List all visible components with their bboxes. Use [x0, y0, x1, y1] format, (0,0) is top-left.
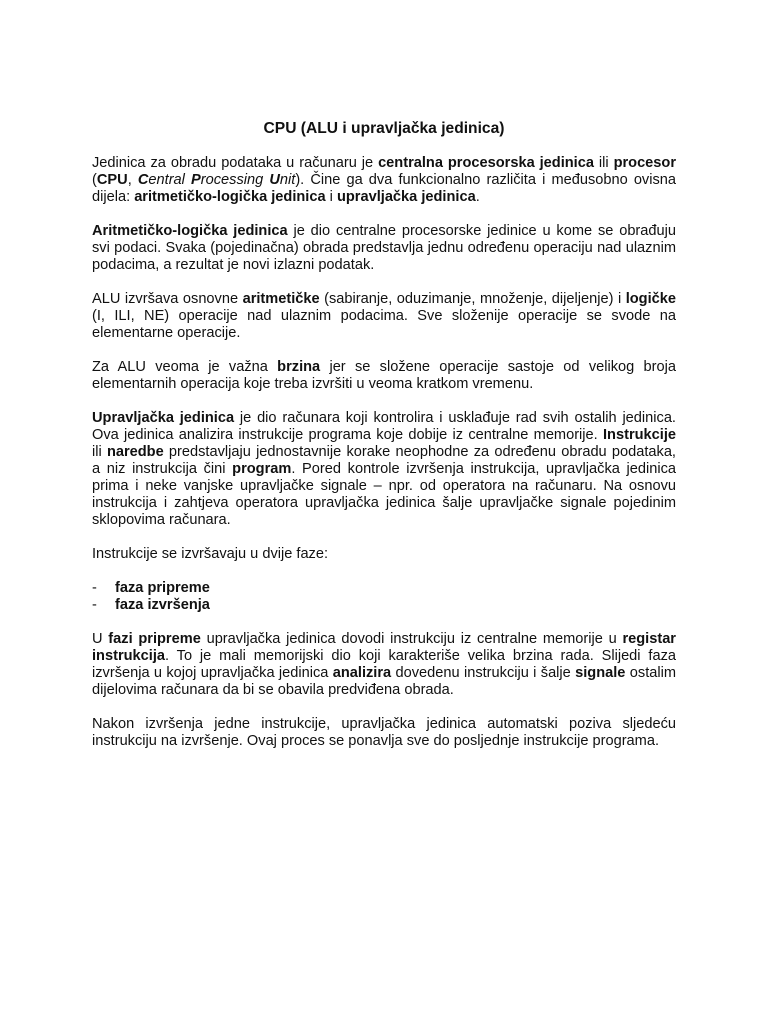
document-title: CPU (ALU i upravljačka jedinica)	[263, 120, 505, 137]
text-run: Za ALU veoma je važna	[92, 359, 278, 375]
paragraph-phase-details	[92, 631, 676, 699]
text-run: je dio centralne procesorske jedinice u kome se obrađuju svi podaci. Svaka (pojedinačna) obrada predstavlja jednu određenu operaciju nad ulaznim podacima, a rezultat je novi izlazni podatak.	[92, 223, 676, 273]
paragraph-alu-operations	[92, 291, 676, 342]
paragraph-instruction-cycle	[92, 716, 676, 750]
italic-text: nit	[279, 172, 296, 188]
bold-italic-letter: U	[269, 172, 280, 188]
text-run: jer se složene operacije sastoje od velikog broja elementarnih operacija koje treba izvršiti u veoma kratkom vremenu.	[92, 359, 676, 392]
bold-term: signale	[575, 665, 626, 681]
bold-term: naredbe	[106, 444, 164, 460]
bold-term: logičke	[625, 291, 676, 307]
list-item	[92, 597, 676, 614]
paragraph-phases-intro	[92, 546, 676, 563]
text-run: Instrukcije se izvršavaju u dvije faze:	[92, 546, 329, 562]
bold-term: brzina	[277, 359, 321, 375]
text-run: upravljačka jedinica dovodi instrukciju iz centralne memorije u	[200, 631, 623, 647]
paragraph-control-unit	[92, 410, 676, 529]
paragraph-cpu-intro	[92, 155, 676, 206]
bold-term: analizira	[332, 665, 392, 681]
text-run: ostalim dijelovima računara da bi se obavila predviđena obrada.	[92, 665, 677, 698]
bold-italic-letter: P	[191, 172, 201, 188]
text-run: . Pored kontrole izvršenja instrukcija, upravljačka jedinica prima i neke vanjske upravljačke signale – npr. od operatora na računaru. Na osnovu instrukcija i zahtjeva operatora upravljačka jedinica šalje upravljačke signale pojedinim sklopovima računara.	[92, 461, 676, 528]
list-item-text: faza pripreme	[115, 580, 210, 596]
bold-term: procesor	[613, 155, 677, 171]
bold-term: program	[232, 461, 292, 477]
text-run: ). Čine ga dva funkcionalno različita i međusobno ovisna dijela:	[92, 172, 677, 205]
text-run: Nakon izvršenja jedne instrukcije, upravljačka jedinica automatski poziva sljedeću instrukciju na izvršenje. Ovaj proces se ponavlja sve do posljednje instrukcije programa.	[92, 716, 676, 749]
text-run: i	[325, 189, 337, 205]
text-run: ili	[593, 155, 614, 171]
text-run: dovedenu instrukciju i šalje	[391, 665, 576, 681]
text-run: ,	[127, 172, 138, 188]
text-run: (sabiranje, oduzimanje, množenje, dijeljenje) i	[319, 291, 626, 307]
text-run: . To je mali memorijski dio koji karakteriše velika brzina rada. Slijedi faza izvršenja u kojoj upravljačka jedinica	[92, 648, 676, 681]
text-run: predstavljaju jednostavnije korake neophodne za određenu obradu podataka, a niz instrukcija čini	[92, 444, 676, 477]
text-run: (I, ILI, NE) operacije nad ulaznim podacima. Sve složenije operacije se svode na elementarne operacije.	[92, 308, 676, 341]
text-run: Jedinica za obradu podataka u računaru je	[92, 155, 379, 171]
document-page	[92, 120, 676, 767]
list-dash: -	[92, 597, 97, 613]
text-run: ili	[92, 444, 107, 460]
text-run: je dio računara koji kontrolira i usklađuje rad svih ostalih jedinica. Ova jedinica analizira instrukcije programa koje dobije iz centralne memorije.	[92, 410, 676, 443]
bold-term: centralna procesorska jedinica	[378, 155, 594, 171]
paragraph-alu-speed	[92, 359, 676, 393]
phases-list	[92, 580, 676, 614]
list-item	[92, 580, 676, 597]
bold-term: CPU	[96, 172, 128, 188]
text-run: ALU izvršava osnovne	[92, 291, 243, 307]
bold-term: Upravljačka jedinica	[92, 410, 235, 426]
italic-text: rocessing	[200, 172, 270, 188]
bold-term: registar instrukcija	[92, 631, 676, 664]
bold-term: Aritmetičko-logička jedinica	[92, 223, 288, 239]
italic-text: entral	[148, 172, 192, 188]
text-run: (	[92, 172, 97, 188]
bold-term: upravljačka jedinica	[336, 189, 476, 205]
bold-term: aritmetičko-logička jedinica	[134, 189, 326, 205]
bold-term: aritmetičke	[242, 291, 320, 307]
bold-term: fazi pripreme	[108, 631, 201, 647]
bold-italic-letter: C	[137, 172, 149, 188]
text-run: .	[475, 189, 480, 205]
list-item-text: faza izvršenja	[115, 597, 210, 613]
bold-term: Instrukcije	[603, 427, 676, 443]
text-run: U	[92, 631, 109, 647]
list-dash: -	[92, 580, 97, 596]
paragraph-alu-definition	[92, 223, 676, 274]
